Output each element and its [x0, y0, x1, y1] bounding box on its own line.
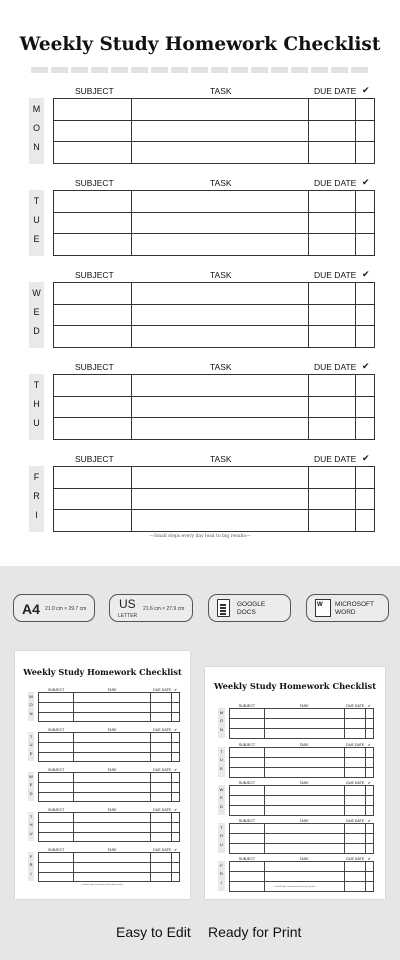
thumbnail-day-letter: D: [219, 804, 223, 810]
thumbnail-day-wed: [28, 769, 180, 801]
thumbnail-day-letter: T: [220, 748, 223, 754]
subject-cell[interactable]: [54, 326, 132, 348]
check-cell[interactable]: [356, 467, 375, 489]
table-row: [54, 396, 375, 418]
due-date-cell[interactable]: [309, 375, 356, 397]
column-header-check: ✔: [362, 453, 370, 463]
task-cell[interactable]: [132, 120, 309, 142]
day-tab-tue: [29, 190, 44, 256]
thumbnail-row: [229, 806, 373, 816]
due-date-cell[interactable]: [309, 99, 356, 121]
thumbnail-column-header: DUE DATE: [153, 727, 172, 732]
check-cell[interactable]: [356, 191, 375, 213]
thumbnail-column-header: ✔: [174, 767, 178, 772]
checklist-table-thu: [53, 374, 375, 440]
us-letter-preview-thumbnail: [205, 667, 385, 899]
thumbnail-column-header: SUBJECT: [47, 847, 65, 852]
thumbnail-day-letter: U: [29, 830, 33, 836]
column-header-due-date: DUE DATE: [314, 178, 357, 188]
thumbnail-column-header: TASK: [107, 767, 117, 772]
day-letter: U: [33, 418, 40, 428]
column-header-task: TASK: [210, 86, 232, 96]
thumbnail-motto: —Small steps every day lead to big results—: [273, 886, 317, 888]
subject-cell[interactable]: [54, 120, 132, 142]
table-row: [54, 142, 375, 164]
subject-cell[interactable]: [54, 212, 132, 234]
thumbnail-column-header: ✔: [174, 727, 178, 732]
table-row: [54, 212, 375, 234]
thumbnail-column-header: ✔: [174, 687, 178, 692]
thumbnail-day-tab: [28, 812, 35, 841]
thumbnail-table: [38, 852, 180, 882]
thumbnail-day-thu: [28, 809, 180, 841]
thumbnail-day-tue: [28, 729, 180, 761]
subject-cell[interactable]: [54, 234, 132, 256]
thumbnail-row: [39, 853, 180, 863]
day-letter: W: [32, 288, 41, 298]
task-cell[interactable]: [132, 234, 309, 256]
check-cell[interactable]: [356, 326, 375, 348]
thumbnail-column-header: DUE DATE: [346, 780, 365, 785]
column-header-check: ✔: [362, 85, 370, 95]
us-sublabel: LETTER: [118, 613, 138, 619]
thumbnail-day-tab: [218, 747, 225, 777]
thumbnail-column-header: SUBJECT: [238, 780, 256, 785]
thumbnail-column-header: ✔: [367, 742, 371, 747]
thumbnail-day-tab: [28, 772, 35, 801]
due-date-cell[interactable]: [309, 467, 356, 489]
thumbnail-motto: —Small steps every day lead to big results—: [80, 884, 125, 886]
thumbnail-row: [229, 719, 373, 729]
thumbnail-column-header: SUBJECT: [238, 703, 256, 708]
thumbnail-column-header: SUBJECT: [47, 767, 65, 772]
day-letter: O: [32, 123, 40, 133]
thumbnail-row: [39, 872, 180, 882]
column-header-task: TASK: [210, 362, 232, 372]
thumbnail-row: [39, 822, 180, 832]
table-row: [54, 304, 375, 326]
thumbnail-row: [229, 748, 373, 758]
check-cell[interactable]: [356, 99, 375, 121]
thumbnail-column-header: SUBJECT: [47, 807, 65, 812]
thumbnail-row: [229, 844, 373, 854]
thumbnail-day-wed: [218, 782, 374, 815]
thumbnail-day-letter: E: [29, 750, 33, 756]
column-header-subject: SUBJECT: [75, 362, 114, 372]
thumbnail-table: [38, 732, 180, 762]
due-date-cell[interactable]: [309, 234, 356, 256]
task-cell[interactable]: [132, 304, 309, 326]
ready-for-print-label: Ready for Print: [208, 924, 302, 940]
check-cell[interactable]: [356, 396, 375, 418]
thumbnail-title: Weekly Study Homework Checklist: [23, 667, 182, 677]
thumbnail-column-header: ✔: [367, 818, 371, 823]
thumbnail-day-letter: T: [29, 813, 33, 819]
thumbnail-column-header: TASK: [299, 818, 309, 823]
thumbnail-table: [229, 708, 374, 739]
thumbnail-day-letter: T: [220, 824, 223, 830]
thumbnail-day-tab: [28, 692, 35, 721]
thumbnail-column-header: DUE DATE: [346, 856, 365, 861]
thumbnail-column-header: DUE DATE: [346, 818, 365, 823]
table-row: [54, 326, 375, 348]
google-docs-badge: [208, 594, 291, 622]
thumbnail-column-header: SUBJECT: [47, 727, 65, 732]
thumbnail-row: [229, 758, 373, 768]
subject-cell[interactable]: [54, 191, 132, 213]
thumbnail-table: [38, 812, 180, 842]
us-label: US: [119, 597, 136, 611]
thumbnail-day-letter: H: [29, 822, 33, 828]
thumbnail-day-letter: R: [29, 862, 33, 868]
column-header-check: ✔: [362, 361, 370, 371]
day-tab-mon: [29, 98, 44, 164]
subject-cell[interactable]: [54, 304, 132, 326]
thumbnail-column-header: ✔: [367, 856, 371, 861]
thumbnail-row: [39, 792, 180, 802]
thumbnail-row: [39, 862, 180, 872]
day-letter: R: [33, 491, 40, 501]
microsoft-word-icon: W: [315, 599, 331, 617]
day-letter: T: [33, 196, 40, 206]
thumbnail-column-header: SUBJECT: [238, 818, 256, 823]
thumbnail-column-header: DUE DATE: [153, 767, 172, 772]
checklist-table-tue: [53, 190, 375, 256]
check-cell[interactable]: [356, 510, 375, 532]
table-row: [54, 283, 375, 305]
day-section-thu: [29, 361, 375, 440]
thumbnail-row: [39, 733, 180, 743]
due-date-cell[interactable]: [309, 418, 356, 440]
table-row: [54, 120, 375, 142]
task-cell[interactable]: [132, 326, 309, 348]
thumbnail-day-letter: U: [29, 742, 33, 748]
thumbnail-day-tab: [28, 732, 35, 761]
thumbnail-day-letter: U: [219, 757, 223, 763]
checklist-table-fri: [53, 466, 375, 532]
thumbnail-table: [229, 785, 374, 816]
day-tab-fri: [29, 466, 44, 532]
thumbnail-column-header: DUE DATE: [153, 847, 172, 852]
due-date-cell[interactable]: [309, 120, 356, 142]
thumbnail-row: [39, 752, 180, 762]
thumbnail-day-fri: [28, 849, 180, 881]
day-section-tue: [29, 177, 375, 256]
thumbnail-column-header: TASK: [107, 807, 117, 812]
motto: —Small steps every day lead to big results—: [149, 534, 251, 539]
day-letter: T: [33, 380, 40, 390]
day-section-mon: [29, 85, 375, 164]
check-cell[interactable]: [356, 142, 375, 164]
subject-cell[interactable]: [54, 283, 132, 305]
thumbnail-column-header: DUE DATE: [346, 742, 365, 747]
due-date-cell[interactable]: [309, 212, 356, 234]
thumbnail-column-header: TASK: [107, 727, 117, 732]
easy-to-edit-label: Easy to Edit: [116, 924, 191, 940]
thumbnail-day-letter: F: [220, 862, 223, 868]
thumbnail-day-letter: H: [219, 833, 223, 839]
thumbnail-column-header: TASK: [299, 780, 309, 785]
thumbnail-row: [229, 768, 373, 778]
table-row: [54, 99, 375, 121]
table-row: [54, 234, 375, 256]
due-date-cell[interactable]: [309, 142, 356, 164]
thumbnail-day-letter: I: [30, 870, 32, 876]
thumbnail-day-letter: W: [219, 786, 224, 792]
thumbnail-column-header: SUBJECT: [238, 742, 256, 747]
check-cell[interactable]: [356, 212, 375, 234]
thumbnail-day-tue: [218, 744, 374, 777]
subject-cell[interactable]: [54, 467, 132, 489]
thumbnail-column-header: SUBJECT: [238, 856, 256, 861]
thumbnail-row: [39, 813, 180, 823]
thumbnail-row: [39, 712, 180, 722]
thumbnail-day-letter: M: [219, 709, 224, 715]
day-letter: N: [33, 142, 40, 152]
thumbnail-column-header: TASK: [299, 703, 309, 708]
column-header-due-date: DUE DATE: [314, 270, 357, 280]
thumbnail-column-header: ✔: [367, 780, 371, 785]
check-cell[interactable]: [356, 418, 375, 440]
due-date-cell[interactable]: [309, 283, 356, 305]
column-header-due-date: DUE DATE: [314, 454, 357, 464]
google-docs-icon: [217, 599, 230, 617]
column-header-task: TASK: [210, 454, 232, 464]
thumbnail-row: [229, 834, 373, 844]
column-header-subject: SUBJECT: [75, 178, 114, 188]
thumbnail-column-header: DUE DATE: [153, 687, 172, 692]
thumbnail-day-letter: N: [219, 727, 223, 733]
table-row: [54, 510, 375, 532]
subject-cell[interactable]: [54, 142, 132, 164]
thumbnail-day-letter: O: [29, 702, 33, 708]
task-cell[interactable]: [132, 142, 309, 164]
microsoft-word-line1: MICROSOFT: [335, 601, 374, 608]
task-cell[interactable]: [132, 191, 309, 213]
thumbnail-column-header: DUE DATE: [346, 703, 365, 708]
task-cell[interactable]: [132, 396, 309, 418]
thumbnail-day-letter: D: [29, 790, 33, 796]
thumbnail-table: [229, 747, 374, 778]
thumbnail-row: [39, 773, 180, 783]
thumbnail-day-letter: I: [220, 880, 222, 886]
thumbnail-row: [39, 693, 180, 703]
thumbnail-day-mon: [218, 705, 374, 738]
thumbnail-day-tab: [28, 852, 35, 881]
microsoft-word-badge: [306, 594, 389, 622]
thumbnail-column-header: TASK: [107, 847, 117, 852]
thumbnail-column-header: SUBJECT: [47, 687, 65, 692]
thumbnail-day-letter: N: [29, 710, 33, 716]
column-header-subject: SUBJECT: [75, 454, 114, 464]
column-header-task: TASK: [210, 270, 232, 280]
thumbnail-column-header: ✔: [174, 847, 178, 852]
subject-cell[interactable]: [54, 396, 132, 418]
due-date-cell[interactable]: [309, 326, 356, 348]
thumbnail-day-tab: [218, 708, 225, 738]
day-tab-wed: [29, 282, 44, 348]
thumbnail-day-letter: W: [29, 773, 33, 779]
thumbnail-table: [38, 772, 180, 802]
day-letter: F: [33, 472, 40, 482]
thumbnail-row: [39, 742, 180, 752]
thumbnail-table: [229, 823, 374, 854]
table-row: [54, 191, 375, 213]
subject-cell[interactable]: [54, 99, 132, 121]
thumbnail-row: [229, 872, 373, 882]
task-cell[interactable]: [132, 212, 309, 234]
day-letter: E: [33, 234, 40, 244]
thumbnail-day-letter: M: [29, 693, 33, 699]
thumbnail-day-mon: [28, 689, 180, 721]
thumbnail-day-letter: U: [219, 842, 223, 848]
thumbnail-day-letter: F: [29, 853, 33, 859]
day-letter: D: [33, 326, 40, 336]
table-row: [54, 375, 375, 397]
subject-cell[interactable]: [54, 488, 132, 510]
subject-cell[interactable]: [54, 375, 132, 397]
thumbnail-row: [39, 702, 180, 712]
page-title: Weekly Study Homework Checklist: [19, 34, 381, 55]
thumbnail-day-tab: [218, 823, 225, 853]
check-cell[interactable]: [356, 234, 375, 256]
task-cell[interactable]: [132, 99, 309, 121]
check-cell[interactable]: [356, 283, 375, 305]
us-size: 21.6 cm × 27.9 cm: [143, 606, 185, 612]
column-header-subject: SUBJECT: [75, 270, 114, 280]
day-letter: I: [35, 510, 38, 520]
thumbnail-column-header: TASK: [107, 687, 117, 692]
google-docs-line1: GOOGLE: [237, 601, 266, 608]
table-row: [54, 488, 375, 510]
due-date-cell[interactable]: [309, 396, 356, 418]
table-row: [54, 467, 375, 489]
thumbnail-day-letter: E: [29, 782, 33, 788]
thumbnail-column-header: ✔: [174, 807, 178, 812]
task-cell[interactable]: [132, 418, 309, 440]
day-letter: U: [33, 215, 40, 225]
thumbnail-day-letter: O: [219, 718, 223, 724]
thumbnail-row: [229, 796, 373, 806]
a4-label: A4: [22, 601, 40, 617]
task-cell[interactable]: [132, 488, 309, 510]
thumbnail-day-letter: R: [219, 871, 223, 877]
checklist-table-wed: [53, 282, 375, 348]
column-header-due-date: DUE DATE: [314, 362, 357, 372]
day-letter: E: [33, 307, 40, 317]
check-cell[interactable]: [356, 375, 375, 397]
thumbnail-day-letter: E: [220, 795, 223, 801]
thumbnail-row: [229, 729, 373, 739]
thumbnail-row: [229, 824, 373, 834]
day-tab-thu: [29, 374, 44, 440]
a4-preview-thumbnail: [15, 651, 190, 899]
due-date-cell[interactable]: [309, 304, 356, 326]
thumbnail-row: [229, 862, 373, 872]
day-letter: M: [32, 104, 41, 114]
a4-size: 21.0 cm × 29.7 cm: [45, 606, 87, 612]
dashed-divider: [31, 67, 371, 73]
thumbnail-row: [39, 832, 180, 842]
day-section-fri: [29, 453, 375, 532]
thumbnail-column-header: DUE DATE: [153, 807, 172, 812]
subject-cell[interactable]: [54, 510, 132, 532]
thumbnail-day-tab: [218, 785, 225, 815]
google-docs-line2: DOCS: [237, 609, 256, 616]
thumbnail-table: [38, 692, 180, 722]
column-header-check: ✔: [362, 269, 370, 279]
due-date-cell[interactable]: [309, 191, 356, 213]
thumbnail-row: [229, 786, 373, 796]
subject-cell[interactable]: [54, 418, 132, 440]
table-row: [54, 418, 375, 440]
us-letter-format-badge: [109, 594, 193, 622]
column-header-check: ✔: [362, 177, 370, 187]
thumbnail-day-letter: T: [29, 733, 33, 739]
thumbnail-day-letter: E: [220, 766, 223, 772]
thumbnail-day-thu: [218, 820, 374, 853]
microsoft-word-line2: WORD: [335, 609, 356, 616]
check-cell[interactable]: [356, 488, 375, 510]
task-cell[interactable]: [132, 510, 309, 532]
task-cell[interactable]: [132, 283, 309, 305]
task-cell[interactable]: [132, 375, 309, 397]
a4-format-badge: [13, 594, 95, 622]
day-section-wed: [29, 269, 375, 348]
column-header-due-date: DUE DATE: [314, 86, 357, 96]
thumbnail-column-header: ✔: [367, 703, 371, 708]
column-header-subject: SUBJECT: [75, 86, 114, 96]
task-cell[interactable]: [132, 467, 309, 489]
thumbnail-row: [229, 709, 373, 719]
thumbnail-column-header: TASK: [299, 856, 309, 861]
column-header-task: TASK: [210, 178, 232, 188]
due-date-cell[interactable]: [309, 510, 356, 532]
due-date-cell[interactable]: [309, 488, 356, 510]
day-letter: H: [33, 399, 40, 409]
checklist-table-mon: [53, 98, 375, 164]
check-cell[interactable]: [356, 304, 375, 326]
thumbnail-row: [39, 782, 180, 792]
thumbnail-title: Weekly Study Homework Checklist: [213, 681, 377, 691]
thumbnail-column-header: TASK: [299, 742, 309, 747]
check-cell[interactable]: [356, 120, 375, 142]
